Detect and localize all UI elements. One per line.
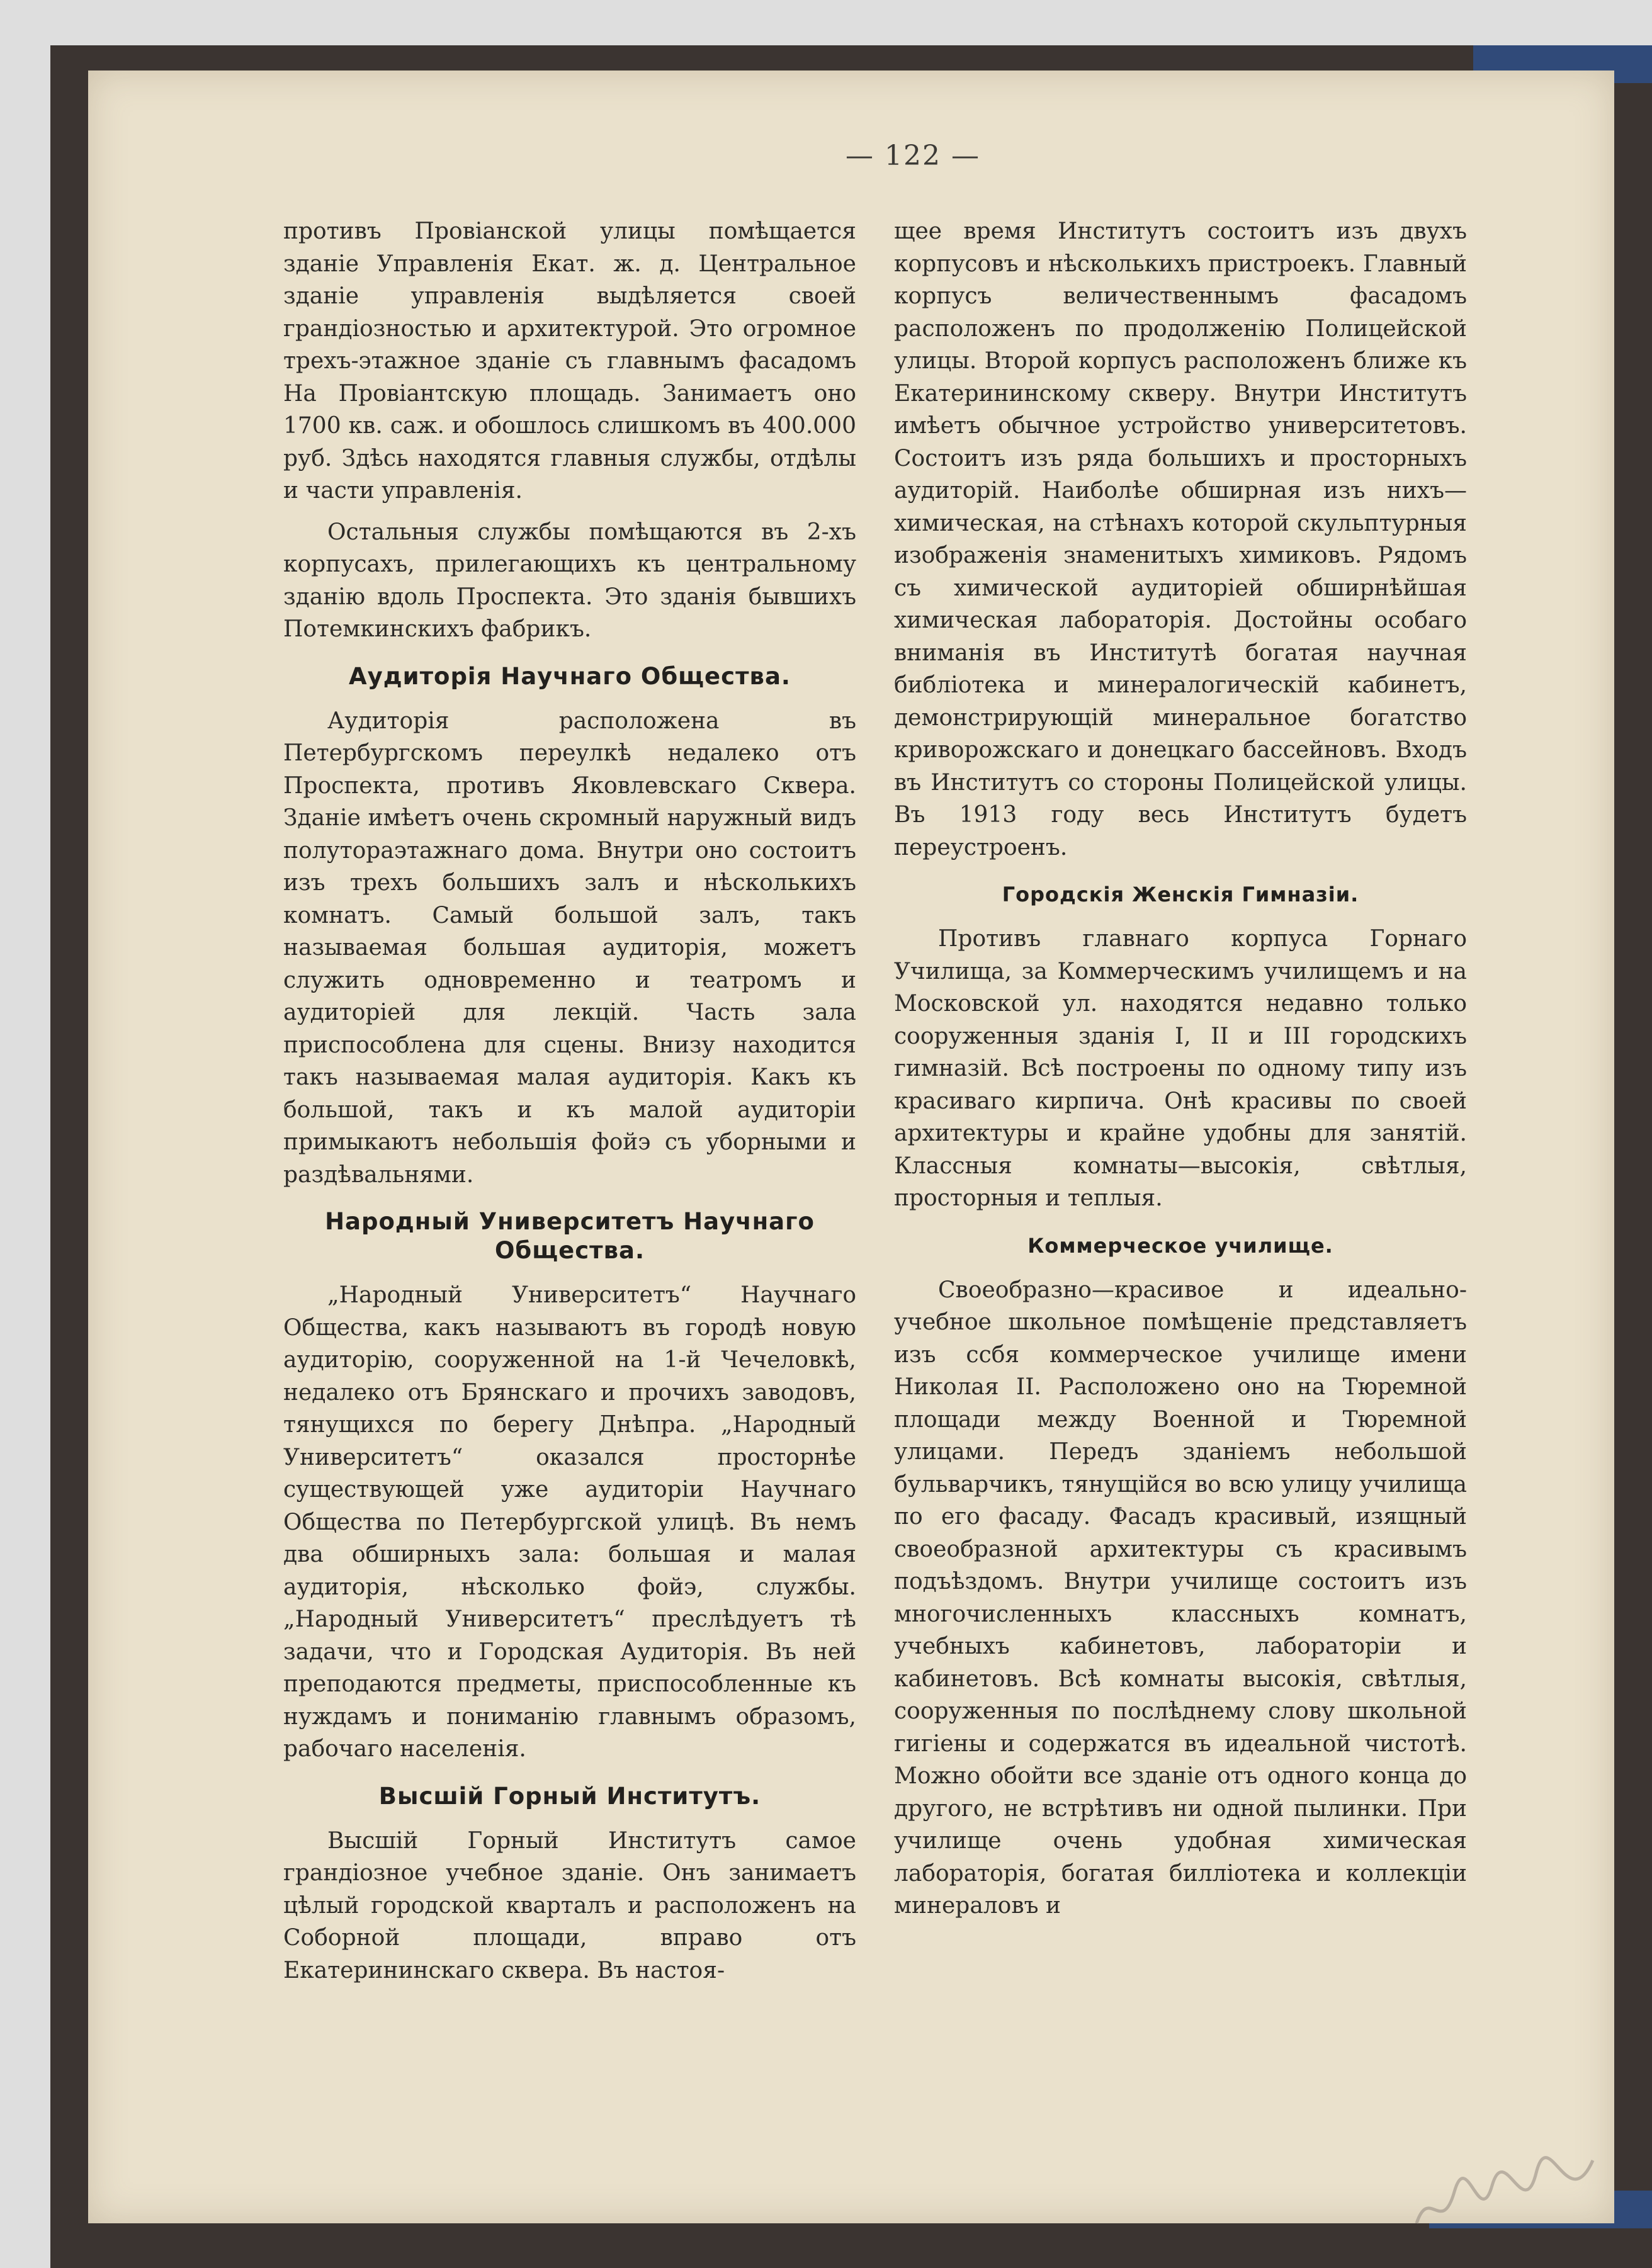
paragraph: „Народный Университетъ“ Научнаго Общества, какъ называютъ въ городѣ новую аудиторію, сооруженной на 1-й Чечеловкѣ, недалеко отъ Брянскаго и прочихъ заводовъ, тянущихся по берегу Днѣпра. „Народный Университетъ“ оказался просторнѣе существующей уже аудиторіи Научнаго Общества по Петербургской улицѣ. Въ немъ два обширныхъ зала: большая и малая аудиторія, нѣсколько фойэ, службы. „Народный Университетъ“ преслѣдуетъ тѣ задачи, что и Городская Аудиторія. Въ ней преподаются предметы, приспособленные къ нуждамъ и пониманію главнымъ образомъ, рабочаго населенія. (283, 1282, 856, 1762)
paragraph: Аудиторія расположена въ Петербургскомъ переулкѣ недалеко отъ Проспекта, противъ Яковлевскаго Сквера. Зданіе имѣетъ очень скромный наружный видъ полутораэтажнаго дома. Внутри оно состоитъ изъ трехъ большихъ залъ и нѣсколькихъ комнатъ. Самый большой залъ, такъ называемая большая аудиторія, можетъ служить одновременно и театромъ и аудиторіей для лекцій. Часть зала приспособлена для сцены. Внизу находится такъ называемая малая аудиторія. Какъ къ большой, такъ и къ малой аудиторіи примыкаютъ небольшія фойэ съ уборными и раздѣвальнями. (283, 708, 856, 1188)
pencil-scribble (1404, 2148, 1605, 2242)
paragraph: противъ Провіанской улицы помѣщается зданіе Управленія Екат. ж. д. Центральное зданіе управленія выдѣляется своей грандіозностью и архитектурой. Это огромное трехъ-этажное зданіе съ главнымъ фасадомъ На Провіантскую площадь. Занимаетъ оно 1700 кв. саж. и обошлось слишкомъ въ 400.000 руб. Здѣсь находятся главныя службы, отдѣлы и части управленія. (283, 218, 856, 504)
section-heading: Коммерческое училище. (1027, 1233, 1333, 1258)
section-heading: Городскія Женскія Гимназіи. (1002, 883, 1359, 906)
page-number: — 122 — (846, 140, 980, 172)
section-heading: Высшій Горный Институтъ. (378, 1782, 761, 1810)
paragraph: Противъ главнаго корпуса Горнаго Училища, за Коммерческимъ училищемъ и на Московской ул. находятся недавно только сооруженныя зданія I, II и III городскихъ гимназій. Всѣ построены по одному типу изъ красиваго кирпича. Онѣ красивы по своей архитектуры и крайне удобны для занятій. Классныя комнаты—высокія, свѣтлыя, просторныя и теплыя. (894, 926, 1467, 1211)
paragraph: Своеобразно—красивое и идеально-учебное школьное помѣщеніе представляетъ изъ ссбя коммерческое училище имени Николая II. Расположено оно на Тюремной площади между Военной и Тюремной улицами. Передъ зданіемъ небольшой бульварчикъ, тянущійся во всю улицу училища по его фасаду. Фасадъ красивый, изящный своеобразной архитектуры съ красивымъ подъѣздомъ. Внутри училище состоитъ изъ многочисленныхъ классныхъ комнатъ, учебныхъ кабинетовъ, лабораторіи и кабинетовъ. Всѣ комнаты высокія, свѣтлыя, сооруженныя по послѣднему слову школьной гигіены и содержатся въ идеальной чистотѣ. Можно обойти все зданіе отъ одного конца до другого, не встрѣтивъ ни одной пылинки. При училище очень удобная химическая лабораторія, богатая билліотека и коллекціи минераловъ и (894, 1277, 1467, 1919)
paragraph: щее время Институтъ состоитъ изъ двухъ корпусовъ и нѣсколькихъ пристроекъ. Главный корпусъ величественнымъ фасадомъ расположенъ по продолженію Полицейской улицы. Второй корпусъ расположенъ ближе къ Екатерининскому скверу. Внутри Институтъ имѣетъ обычное устройство университетовъ. Состоитъ изъ ряда большихъ и просторныхъ аудиторій. Наиболѣе обширная изъ нихъ—химическая, на стѣнахъ которой скульптурныя изображенія знаменитыхъ химиковъ. Рядомъ съ химической аудиторіей обширнѣйшая химическая лабораторія. Достойны особаго вниманія въ Институтѣ богатая научная библіотека и минералогическій кабинетъ, демонстрирующій минеральное богатство криворожскаго и донецкаго бассейновъ. Входъ въ Институтъ со стороны Полицейской улицы. Въ 1913 году весь Институтъ будетъ переустроенъ. (894, 218, 1467, 860)
section-heading: Народный Университетъ Научнаго Общества. (325, 1208, 815, 1264)
book-page (88, 71, 1614, 2223)
left-column (283, 215, 856, 1995)
section-heading: Аудиторія Научнаго Общества. (349, 662, 791, 690)
right-column (894, 215, 1467, 1931)
paragraph: Высшій Горный Институтъ самое грандіозное учебное зданіе. Онъ занимаетъ цѣлый городской кварталъ и расположенъ на Соборной площади, вправо отъ Екатерининскаго сквера. Въ настоя- (283, 1827, 856, 1983)
paragraph: Остальныя службы помѣщаются въ 2-хъ корпусахъ, прилегающихъ къ центральному зданію вдоль Проспекта. Это зданія бывшихъ Потемкинскихъ фабрикъ. (283, 519, 856, 642)
